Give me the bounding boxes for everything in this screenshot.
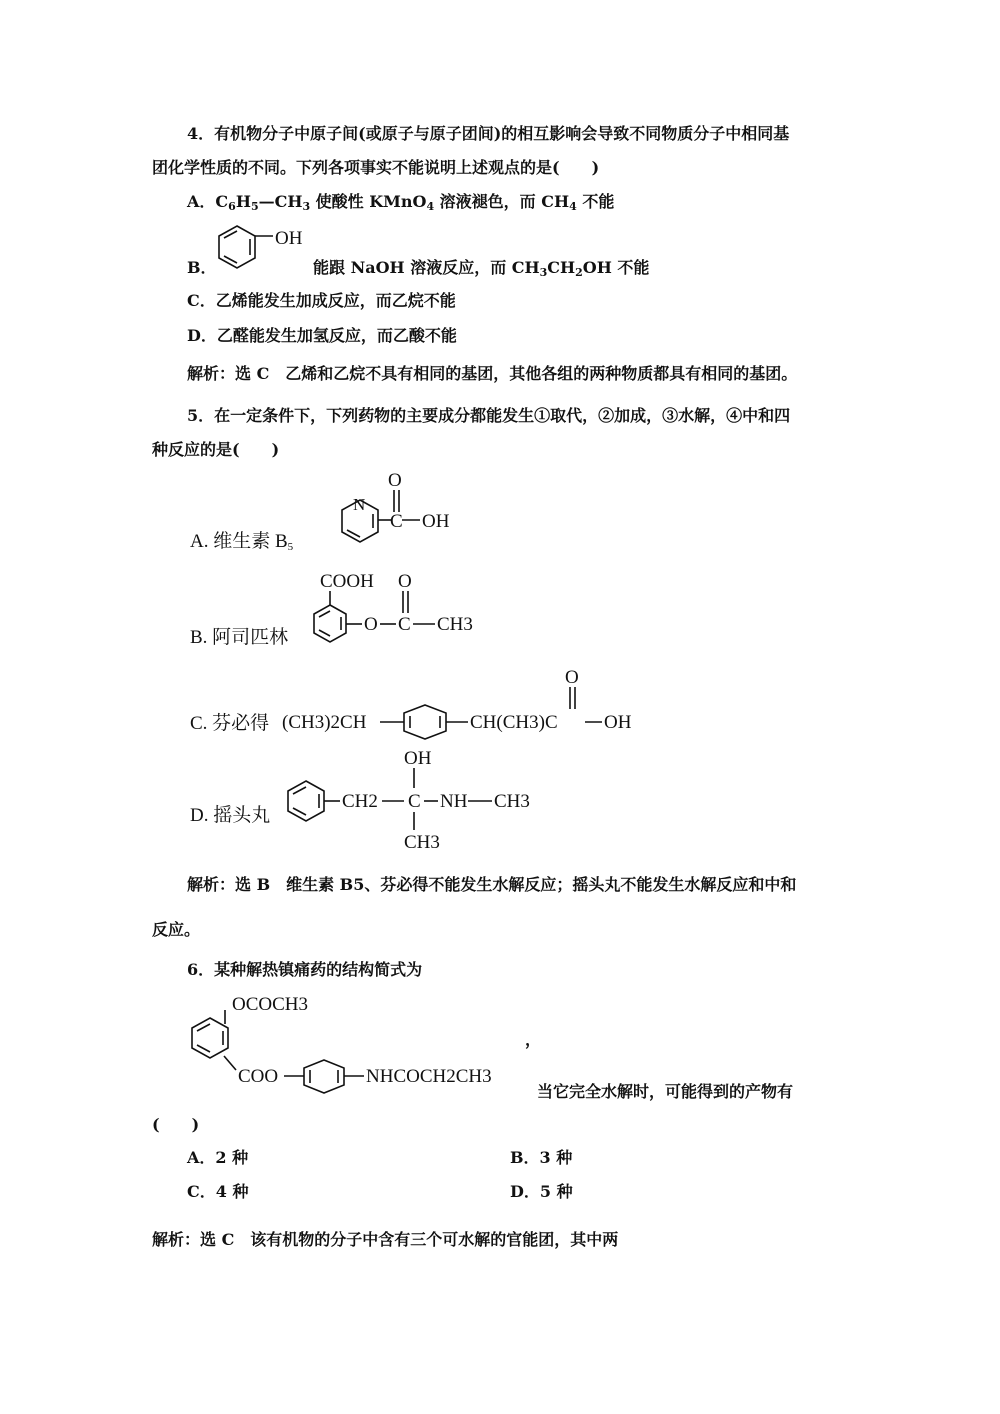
- q6-comma: ，: [525, 1030, 542, 1049]
- q4-analysis: 解析：选 C 乙烯和乙烷不具有相同的基团，其他各组的两种物质都具有相同的基团。: [187, 364, 798, 383]
- svg-text:CH3: CH3: [404, 832, 440, 853]
- yaotouwan-structure: [282, 748, 582, 868]
- svg-text:CH3: CH3: [437, 614, 473, 635]
- svg-text:CH3: CH3: [494, 791, 530, 812]
- svg-text:O: O: [565, 667, 579, 688]
- q6-option-b[interactable]: B．3 种: [510, 1148, 573, 1167]
- q4-option-a[interactable]: A．$C_6H_5—CH_3$ 使酸性 KMnO$_4$ 溶液褪色，而 $CH_4$ 不能: [187, 192, 615, 213]
- svg-text:NH: NH: [440, 791, 468, 812]
- q4-stem-line2: 团化学性质的不同。下列各项事实不能说明上述观点的是( ): [152, 158, 600, 177]
- q5-stem-line1: 5．在一定条件下，下列药物的主要成分都能发生①取代，②加成，③水解，④中和四: [187, 406, 791, 425]
- q6-option-c[interactable]: C．4 种: [187, 1182, 249, 1201]
- q5-option-c-label[interactable]: C. 芬必得: [190, 713, 270, 734]
- svg-text:OH: OH: [404, 748, 432, 769]
- svg-text:(CH3)2CH: (CH3)2CH: [282, 712, 367, 733]
- aspirin-structure: [300, 565, 500, 655]
- svg-text:O: O: [364, 614, 378, 635]
- svg-text:OCOCH3: OCOCH3: [232, 994, 309, 1015]
- svg-text:O: O: [388, 470, 402, 491]
- svg-text:CH(CH3)C: CH(CH3)C: [470, 712, 558, 733]
- svg-text:COOH: COOH: [320, 571, 374, 592]
- q6-option-d[interactable]: D．5 种: [510, 1182, 573, 1201]
- q6-analysis: 解析：选 C 该有机物的分子中含有三个可水解的官能团，其中两: [152, 1230, 619, 1249]
- q6-option-a[interactable]: A．2 种: [187, 1148, 249, 1167]
- q6-answer-paren: ( ): [152, 1115, 200, 1134]
- svg-text:OH: OH: [604, 712, 632, 733]
- q4-option-b-text: 能跟 NaOH 溶液反应，而 $CH_3CH_2OH$ 不能: [313, 258, 650, 279]
- q5-option-a-label[interactable]: A. 维生素 $B_5$: [190, 531, 294, 553]
- fenbid-structure: [280, 665, 680, 745]
- svg-text:C: C: [390, 511, 403, 532]
- q5-stem-line2: 种反应的是( ): [152, 440, 280, 459]
- svg-text:N: N: [353, 495, 366, 514]
- svg-text:C: C: [398, 614, 411, 635]
- svg-text:OH: OH: [275, 228, 303, 249]
- q6-stem: 6．某种解热镇痛药的结构简式为: [187, 960, 423, 979]
- svg-text:OH: OH: [422, 511, 450, 532]
- svg-text:C: C: [408, 791, 421, 812]
- svg-text:CH2: CH2: [342, 791, 378, 812]
- svg-text:O: O: [398, 571, 412, 592]
- q4-option-d[interactable]: D．乙醛能发生加氢反应，而乙酸不能: [187, 326, 457, 345]
- vitamin-b5-structure: [320, 470, 490, 560]
- q6-tail-text: 当它完全水解时，可能得到的产物有: [537, 1082, 794, 1101]
- svg-text:COO: COO: [238, 1066, 279, 1087]
- q4-option-c[interactable]: C．乙烯能发生加成反应，而乙烷不能: [187, 291, 456, 310]
- q5-analysis-line1: 解析：选 B 维生素 B5、芬必得不能发生水解反应；摇头丸不能发生水解反应和中和: [187, 875, 797, 894]
- svg-text:NHCOCH2CH3: NHCOCH2CH3: [366, 1066, 492, 1087]
- q5-analysis-line2: 反应。: [152, 920, 201, 939]
- q5-option-b-label[interactable]: B. 阿司匹林: [190, 627, 289, 648]
- q4-option-b-label[interactable]: B．: [187, 258, 217, 277]
- q4-stem-line1: 4．有机物分子中原子间(或原子与原子团间)的相互影响会导致不同物质分子中相同基: [187, 124, 790, 143]
- q5-option-d-label[interactable]: D. 摇头丸: [190, 805, 271, 826]
- q6-analgesic-structure: [180, 990, 540, 1100]
